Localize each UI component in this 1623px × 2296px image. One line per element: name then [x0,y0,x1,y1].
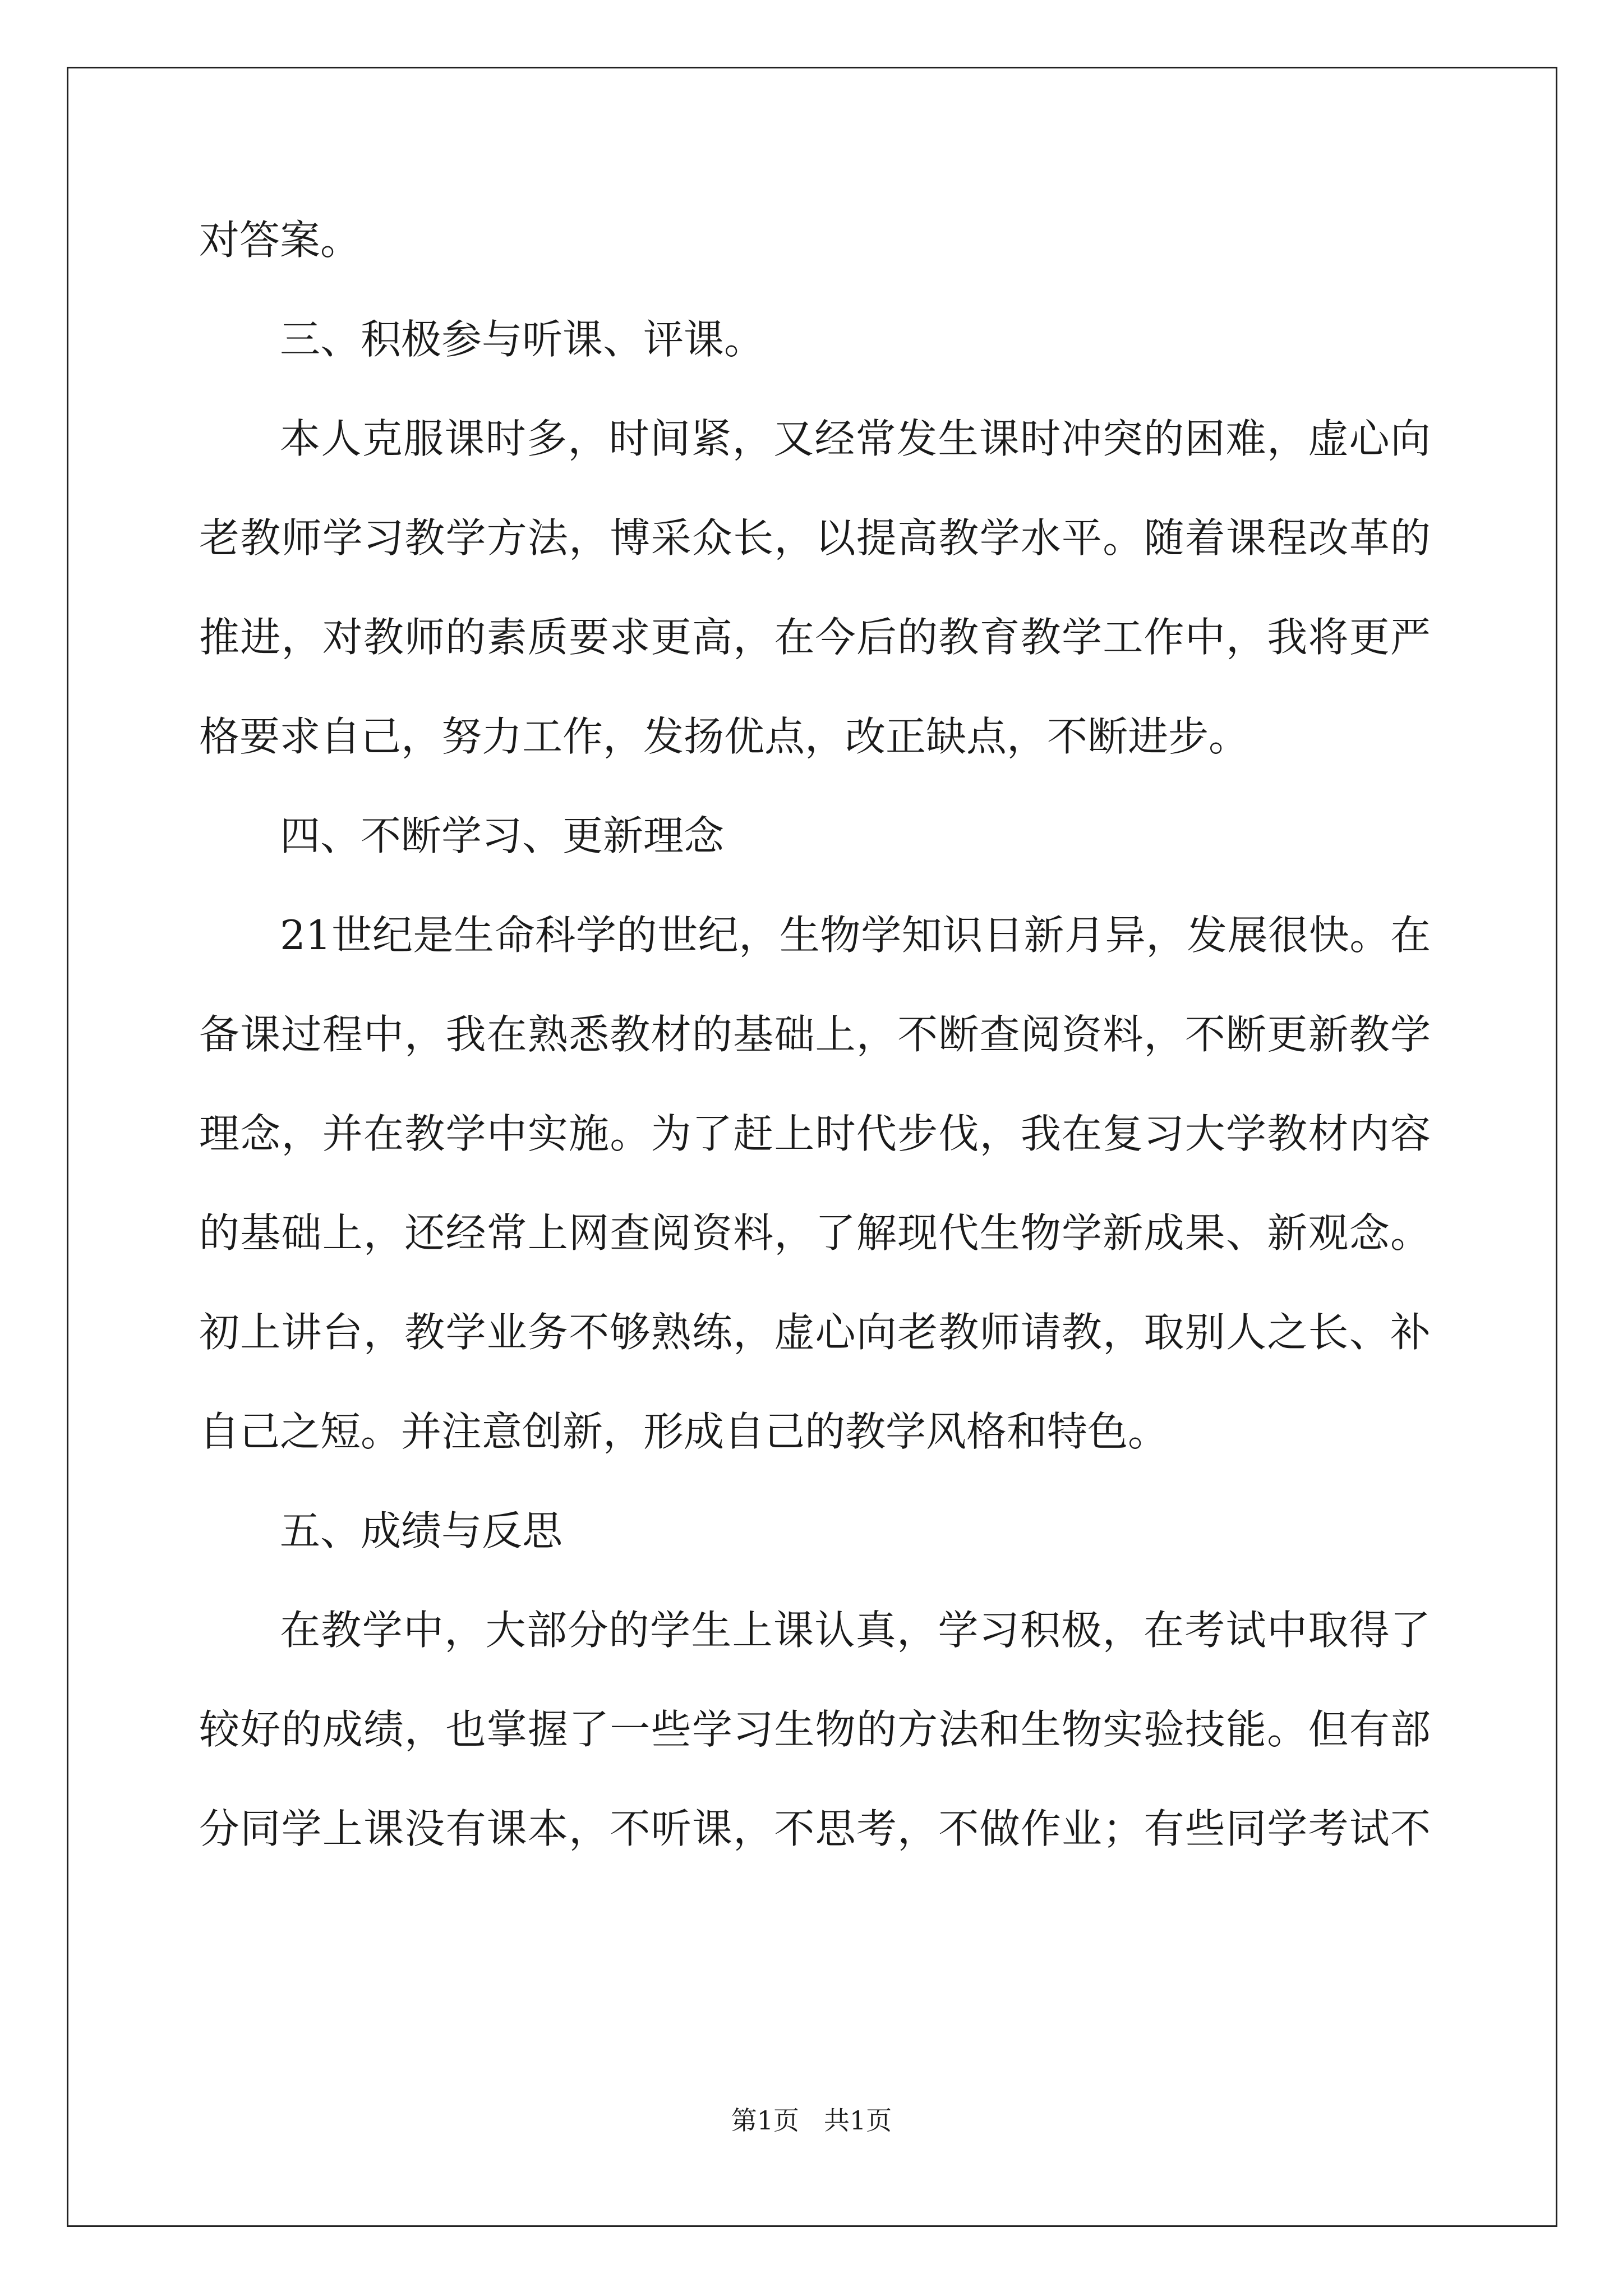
paragraph-line: 理念，并在教学中实施。为了赶上时代步伐，我在复习大学教材内容 [199,1110,1431,1157]
paragraph-line: 推进，对教师的素质要求更高，在今后的教育教学工作中，我将更严 [199,614,1431,661]
text-line-continuation: 对答案。 [199,217,361,264]
page-number: 第1页 [731,2105,799,2136]
paragraph-line: 的基础上，还经常上网查阅资料，了解现代生物学新成果、新观念。 [199,1209,1431,1257]
section-heading-3: 三、积极参与听课、评课。 [280,316,765,363]
paragraph-line: 自己之短。并注意创新，形成自己的教学风格和特色。 [199,1408,1169,1455]
paragraph-line: 备课过程中，我在熟悉教材的基础上，不断查阅资料，不断更新教学 [199,1011,1431,1058]
paragraph-line: 分同学上课没有课本，不听课，不思考，不做作业；有些同学考试不 [199,1805,1431,1852]
page-total: 共1页 [824,2105,892,2136]
paragraph-line: 较好的成绩，也掌握了一些学习生物的方法和生物实验技能。但有部 [199,1706,1431,1753]
section-heading-5: 五、成绩与反思 [280,1507,563,1554]
page-footer [0,2105,1623,2136]
paragraph-line: 初上讲台，教学业务不够熟练，虚心向老教师请教，取别人之长、补 [199,1309,1431,1356]
paragraph-line: 21世纪是生命科学的世纪，生物学知识日新月异，发展很快。在 [280,912,1431,959]
paragraph-line: 老教师学习教学方法，博采众长，以提高教学水平。随着课程改革的 [199,514,1431,562]
paragraph-line: 在教学中，大部分的学生上课认真，学习积极，在考试中取得了 [280,1607,1431,1654]
document-body [199,215,1431,1903]
section-heading-4: 四、不断学习、更新理念 [280,812,725,859]
paragraph-line: 本人克服课时多，时间紧，又经常发生课时冲突的困难，虚心向 [280,415,1431,462]
paragraph-line: 格要求自己，努力工作，发扬优点，改正缺点，不断进步。 [199,713,1249,760]
